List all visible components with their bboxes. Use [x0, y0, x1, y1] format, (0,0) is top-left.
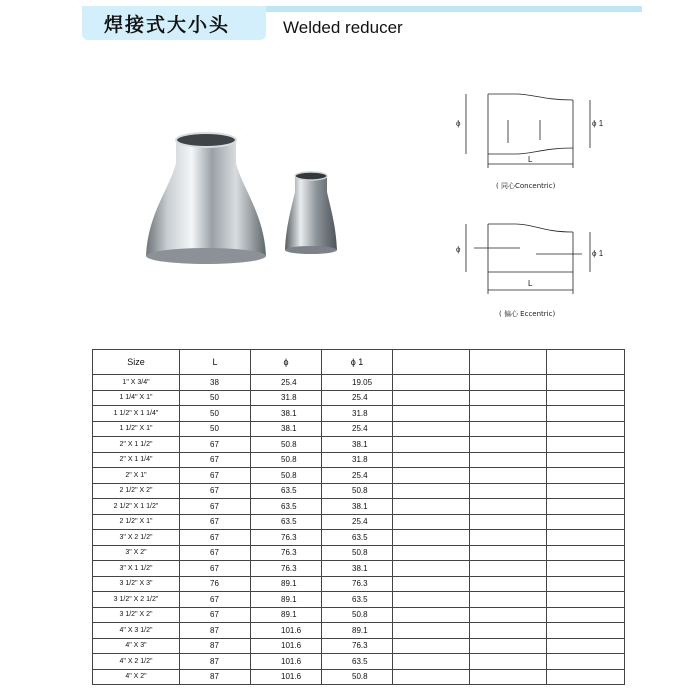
- cell-phi1: 19.05: [322, 375, 393, 391]
- phi1-label: ϕ 1: [592, 119, 604, 128]
- small-reducer: [285, 172, 337, 254]
- cell-size: 2" X 1": [93, 468, 180, 484]
- spec-table: [92, 349, 625, 685]
- cell-empty: [470, 545, 547, 561]
- cell-empty: [393, 607, 470, 623]
- cell-empty: [547, 623, 625, 639]
- cell-empty: [393, 514, 470, 530]
- cell-empty: [547, 607, 625, 623]
- cell-size: 1 1/4" X 1": [93, 390, 180, 406]
- cell-size: 2" X 1 1/2": [93, 437, 180, 453]
- cell-phi1: 25.4: [322, 421, 393, 437]
- cell-empty: [470, 607, 547, 623]
- cell-size: 2 1/2" X 2": [93, 483, 180, 499]
- eccentric-caption: ( 偏心 Eccentric): [499, 310, 556, 318]
- table-row: [93, 406, 625, 422]
- cell-empty: [470, 375, 547, 391]
- cell-empty: [393, 654, 470, 670]
- cell-empty: [470, 654, 547, 670]
- cell-empty: [470, 514, 547, 530]
- cell-phi: 89.1: [251, 607, 322, 623]
- table-row: [93, 638, 625, 654]
- cell-phi1: 25.4: [322, 468, 393, 484]
- cell-empty: [393, 623, 470, 639]
- cell-phi1: 50.8: [322, 483, 393, 499]
- cell-length: 87: [180, 669, 251, 685]
- cell-empty: [547, 483, 625, 499]
- header-phi: ϕ: [251, 350, 322, 375]
- table-row: [93, 623, 625, 639]
- cell-empty: [393, 576, 470, 592]
- cell-empty: [393, 452, 470, 468]
- length-label: L: [528, 279, 533, 288]
- cell-empty: [547, 669, 625, 685]
- cell-phi: 50.8: [251, 437, 322, 453]
- header-size: Size: [93, 350, 180, 375]
- cell-phi: 76.3: [251, 545, 322, 561]
- cell-phi: 63.5: [251, 483, 322, 499]
- header-empty: [470, 350, 547, 375]
- cell-length: 67: [180, 545, 251, 561]
- cell-length: 67: [180, 468, 251, 484]
- cell-empty: [393, 437, 470, 453]
- cell-empty: [470, 406, 547, 422]
- cell-phi1: 25.4: [322, 390, 393, 406]
- header-empty: [547, 350, 625, 375]
- cell-phi: 89.1: [251, 592, 322, 608]
- cell-size: 3" X 1 1/2": [93, 561, 180, 577]
- table-row: [93, 483, 625, 499]
- table-body: [93, 375, 625, 685]
- cell-size: 3" X 2": [93, 545, 180, 561]
- header-phi1: ϕ 1: [322, 350, 393, 375]
- cell-empty: [470, 483, 547, 499]
- cell-phi1: 63.5: [322, 530, 393, 546]
- phi-label: ϕ: [456, 119, 461, 128]
- cell-empty: [393, 375, 470, 391]
- cell-size: 3 1/2" X 2": [93, 607, 180, 623]
- cell-phi1: 50.8: [322, 607, 393, 623]
- cell-empty: [547, 561, 625, 577]
- cell-size: 2 1/2" X 1 1/2": [93, 499, 180, 515]
- cell-length: 67: [180, 499, 251, 515]
- cell-empty: [547, 390, 625, 406]
- cell-empty: [470, 468, 547, 484]
- cell-empty: [393, 545, 470, 561]
- cell-size: 3" X 2 1/2": [93, 530, 180, 546]
- cell-size: 4" X 2": [93, 669, 180, 685]
- cell-phi: 76.3: [251, 530, 322, 546]
- cell-empty: [547, 592, 625, 608]
- header-empty: [393, 350, 470, 375]
- cell-empty: [470, 669, 547, 685]
- cell-empty: [547, 638, 625, 654]
- cell-empty: [470, 452, 547, 468]
- table-row: [93, 437, 625, 453]
- cell-phi1: 31.8: [322, 406, 393, 422]
- cell-empty: [470, 437, 547, 453]
- cell-empty: [547, 437, 625, 453]
- cell-empty: [470, 421, 547, 437]
- cell-empty: [393, 499, 470, 515]
- cell-phi1: 50.8: [322, 669, 393, 685]
- table-row: [93, 375, 625, 391]
- cell-size: 1 1/2" X 1": [93, 421, 180, 437]
- cell-phi: 89.1: [251, 576, 322, 592]
- cell-empty: [393, 468, 470, 484]
- cell-empty: [547, 406, 625, 422]
- cell-empty: [393, 421, 470, 437]
- table-row: [93, 669, 625, 685]
- cell-size: 2 1/2" X 1": [93, 514, 180, 530]
- concentric-caption: ( 同心Concentric): [496, 182, 556, 190]
- table-row: [93, 576, 625, 592]
- phi-label: ϕ: [456, 245, 461, 254]
- cell-empty: [470, 623, 547, 639]
- cell-empty: [393, 406, 470, 422]
- cell-size: 3 1/2" X 3": [93, 576, 180, 592]
- cell-length: 67: [180, 437, 251, 453]
- cell-length: 67: [180, 561, 251, 577]
- cell-phi1: 63.5: [322, 654, 393, 670]
- cell-length: 38: [180, 375, 251, 391]
- cell-length: 67: [180, 607, 251, 623]
- cell-empty: [470, 390, 547, 406]
- cell-phi: 38.1: [251, 421, 322, 437]
- cell-phi: 63.5: [251, 499, 322, 515]
- cell-length: 87: [180, 654, 251, 670]
- cell-phi1: 31.8: [322, 452, 393, 468]
- cell-length: 50: [180, 406, 251, 422]
- cell-empty: [547, 499, 625, 515]
- cell-phi1: 38.1: [322, 499, 393, 515]
- table-row: [93, 390, 625, 406]
- large-reducer: [146, 133, 266, 264]
- cell-phi1: 76.3: [322, 638, 393, 654]
- cell-empty: [547, 545, 625, 561]
- cell-phi1: 38.1: [322, 561, 393, 577]
- cell-phi: 38.1: [251, 406, 322, 422]
- cell-size: 4" X 3 1/2": [93, 623, 180, 639]
- cell-empty: [393, 483, 470, 499]
- table-row: [93, 530, 625, 546]
- cell-size: 3 1/2" X 2 1/2": [93, 592, 180, 608]
- cell-empty: [470, 499, 547, 515]
- cell-empty: [470, 592, 547, 608]
- table-row: [93, 592, 625, 608]
- eccentric-diagram: [448, 220, 608, 302]
- cell-empty: [470, 576, 547, 592]
- cell-empty: [547, 375, 625, 391]
- cell-phi: 76.3: [251, 561, 322, 577]
- cell-phi: 25.4: [251, 375, 322, 391]
- cell-empty: [547, 530, 625, 546]
- cell-length: 50: [180, 421, 251, 437]
- cell-empty: [393, 592, 470, 608]
- table-row: [93, 514, 625, 530]
- cell-size: 4" X 2 1/2": [93, 654, 180, 670]
- table-row: [93, 452, 625, 468]
- reducer-photo: [140, 128, 380, 274]
- cell-length: 50: [180, 390, 251, 406]
- table-row: [93, 607, 625, 623]
- cell-size: 1 1/2" X 1 1/4": [93, 406, 180, 422]
- cell-empty: [470, 530, 547, 546]
- cell-phi1: 38.1: [322, 437, 393, 453]
- cell-phi: 101.6: [251, 638, 322, 654]
- table-row: [93, 654, 625, 670]
- cell-length: 67: [180, 514, 251, 530]
- page-title-cn: 焊接式大小头: [104, 13, 231, 36]
- cell-empty: [393, 530, 470, 546]
- cell-phi: 101.6: [251, 669, 322, 685]
- cell-size: 1" X 3/4": [93, 375, 180, 391]
- table-row: [93, 421, 625, 437]
- cell-empty: [393, 669, 470, 685]
- table-row: [93, 468, 625, 484]
- cell-phi: 31.8: [251, 390, 322, 406]
- cell-length: 76: [180, 576, 251, 592]
- cell-empty: [547, 514, 625, 530]
- cell-length: 87: [180, 638, 251, 654]
- cell-empty: [470, 561, 547, 577]
- cell-phi: 101.6: [251, 623, 322, 639]
- phi1-label: ϕ 1: [592, 249, 604, 258]
- cell-empty: [547, 452, 625, 468]
- cell-phi: 50.8: [251, 468, 322, 484]
- table-row: [93, 499, 625, 515]
- length-label: L: [528, 155, 533, 164]
- cell-empty: [470, 638, 547, 654]
- cell-length: 67: [180, 592, 251, 608]
- cell-length: 67: [180, 483, 251, 499]
- cell-phi: 101.6: [251, 654, 322, 670]
- title-tab: [82, 6, 266, 40]
- cell-empty: [547, 421, 625, 437]
- cell-phi1: 25.4: [322, 514, 393, 530]
- cell-empty: [393, 638, 470, 654]
- cell-empty: [393, 561, 470, 577]
- table-row: [93, 561, 625, 577]
- cell-phi: 50.8: [251, 452, 322, 468]
- table-row: [93, 545, 625, 561]
- cell-phi1: 89.1: [322, 623, 393, 639]
- cell-size: 4" X 3": [93, 638, 180, 654]
- cell-empty: [547, 468, 625, 484]
- cell-empty: [393, 390, 470, 406]
- cell-length: 67: [180, 530, 251, 546]
- header-length: L: [180, 350, 251, 375]
- table-header-row: [93, 350, 625, 375]
- cell-empty: [547, 654, 625, 670]
- cell-phi1: 76.3: [322, 576, 393, 592]
- cell-phi1: 50.8: [322, 545, 393, 561]
- cell-phi1: 63.5: [322, 592, 393, 608]
- page-title-en: Welded reducer: [283, 18, 403, 37]
- concentric-diagram: [448, 88, 608, 170]
- cell-size: 2" X 1 1/4": [93, 452, 180, 468]
- cell-length: 67: [180, 452, 251, 468]
- cell-phi: 63.5: [251, 514, 322, 530]
- cell-length: 87: [180, 623, 251, 639]
- cell-empty: [547, 576, 625, 592]
